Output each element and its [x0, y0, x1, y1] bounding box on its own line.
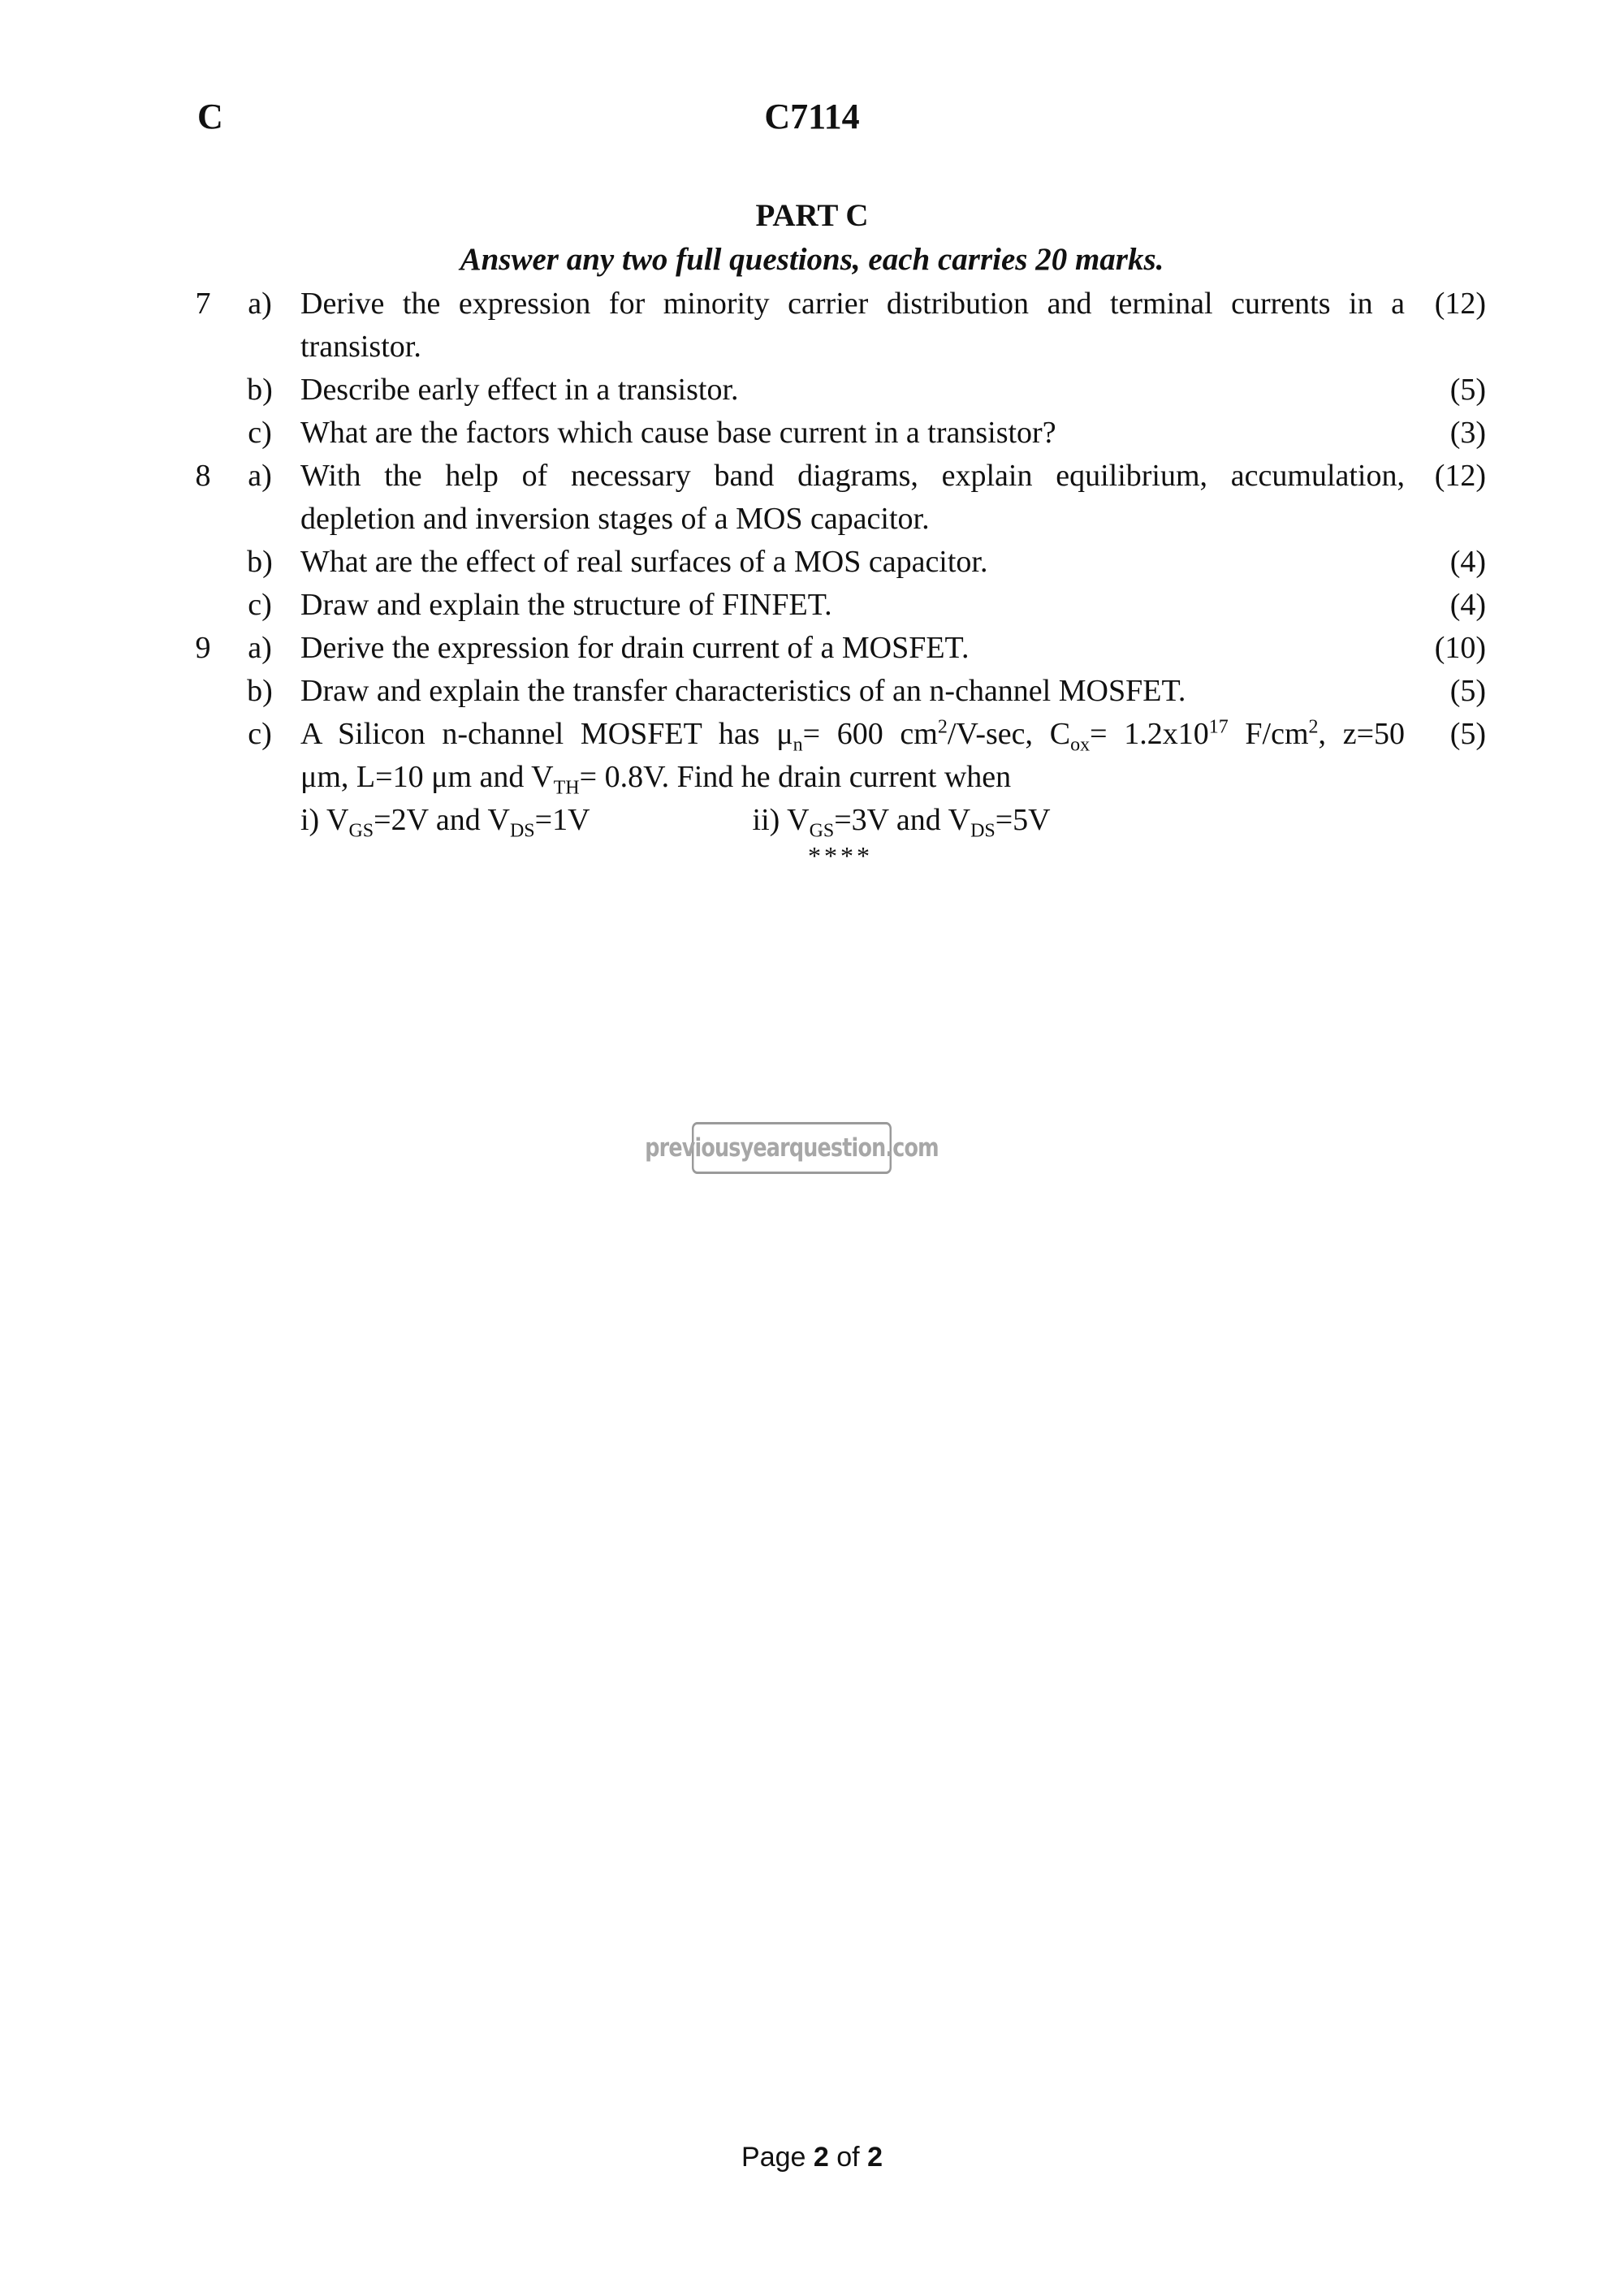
- question-list: [187, 283, 1486, 842]
- question-text: Draw and explain the transfer characteristics of an n-channel MOSFET.: [300, 674, 1186, 708]
- sub-label: c): [248, 717, 272, 751]
- marks: (12): [1434, 459, 1486, 493]
- marks: (10): [1434, 631, 1486, 665]
- question-9c-continued: [187, 756, 1486, 799]
- marks: (5): [1449, 674, 1486, 708]
- sub-label: a): [248, 631, 272, 665]
- question-text: Draw and explain the structure of FINFET.: [300, 588, 832, 622]
- marks: (3): [1449, 416, 1486, 450]
- question-9c: [187, 713, 1486, 756]
- sub-label: c): [248, 588, 272, 622]
- question-number: 7: [195, 287, 211, 321]
- of-word: of: [836, 2142, 860, 2173]
- question-text: i) $V_{GS}=2V$ and $V_{DS}=1V$ ii) $V_{GS}=3V$ and $V_{DS}=5V$: [300, 803, 1051, 842]
- sub-label: c): [248, 416, 272, 450]
- question-text: What are the factors which cause base current in a transistor?: [300, 416, 1056, 450]
- marks: (12): [1434, 287, 1486, 321]
- paper-code: C7114: [764, 97, 860, 136]
- section-letter: C: [197, 97, 223, 136]
- question-text: depletion and inversion stages of a MOS capacitor.: [300, 502, 930, 536]
- part-title: PART C: [755, 198, 869, 233]
- question-7c: [187, 412, 1486, 455]
- sub-label: a): [248, 287, 272, 321]
- question-8c: [187, 584, 1486, 627]
- question-8a-continued: [187, 498, 1486, 541]
- question-number: 8: [195, 459, 211, 493]
- question-text: Describe early effect in a transistor.: [300, 373, 739, 407]
- question-text: With the help of necessary band diagrams, explain equilibrium, accumulation,: [300, 459, 1405, 493]
- marks: (5): [1449, 373, 1486, 407]
- question-text: Derive the expression for drain current of a MOSFET.: [300, 631, 970, 665]
- part-instruction: Answer any two full questions, each carries 20 marks.: [460, 242, 1164, 277]
- question-text: What are the effect of real surfaces of a MOS capacitor.: [300, 545, 988, 579]
- sub-label: b): [247, 373, 273, 407]
- question-7a-continued: [187, 326, 1486, 369]
- question-9c-cases: [187, 799, 1486, 842]
- page-word: Page: [741, 2142, 806, 2173]
- marks: (4): [1449, 545, 1486, 579]
- question-8a: [187, 455, 1486, 498]
- question-text: transistor.: [300, 330, 421, 364]
- question-7b: [187, 369, 1486, 412]
- question-8b: [187, 541, 1486, 584]
- question-text: μm, L=10 μm and $V_{TH}= 0.8V$. Find he drain current when: [300, 760, 1012, 799]
- page-total: 2: [867, 2142, 883, 2173]
- watermark-logo: previousyearquestion.com: [692, 1122, 892, 1174]
- question-7a: [187, 283, 1486, 326]
- question-number: 9: [195, 631, 211, 665]
- question-9b: [187, 670, 1486, 713]
- marks: (5): [1449, 717, 1486, 751]
- question-9a: [187, 627, 1486, 670]
- question-text: A Silicon n-channel MOSFET has $\mu_n= 600$ $cm^2/V-\sec$, $C_{ox}= 1.2x10^{17}$ $F/cm^2$, z=50: [300, 716, 1406, 756]
- sub-label: a): [248, 459, 272, 493]
- sub-label: b): [247, 545, 273, 579]
- question-text: Derive the expression for minority carrier distribution and terminal currents in a: [300, 287, 1405, 321]
- page-number: 2: [813, 2142, 829, 2173]
- end-mark: ****: [808, 841, 873, 870]
- marks: (4): [1449, 588, 1486, 622]
- page-footer: [0, 2142, 1624, 2173]
- sub-label: b): [247, 674, 273, 708]
